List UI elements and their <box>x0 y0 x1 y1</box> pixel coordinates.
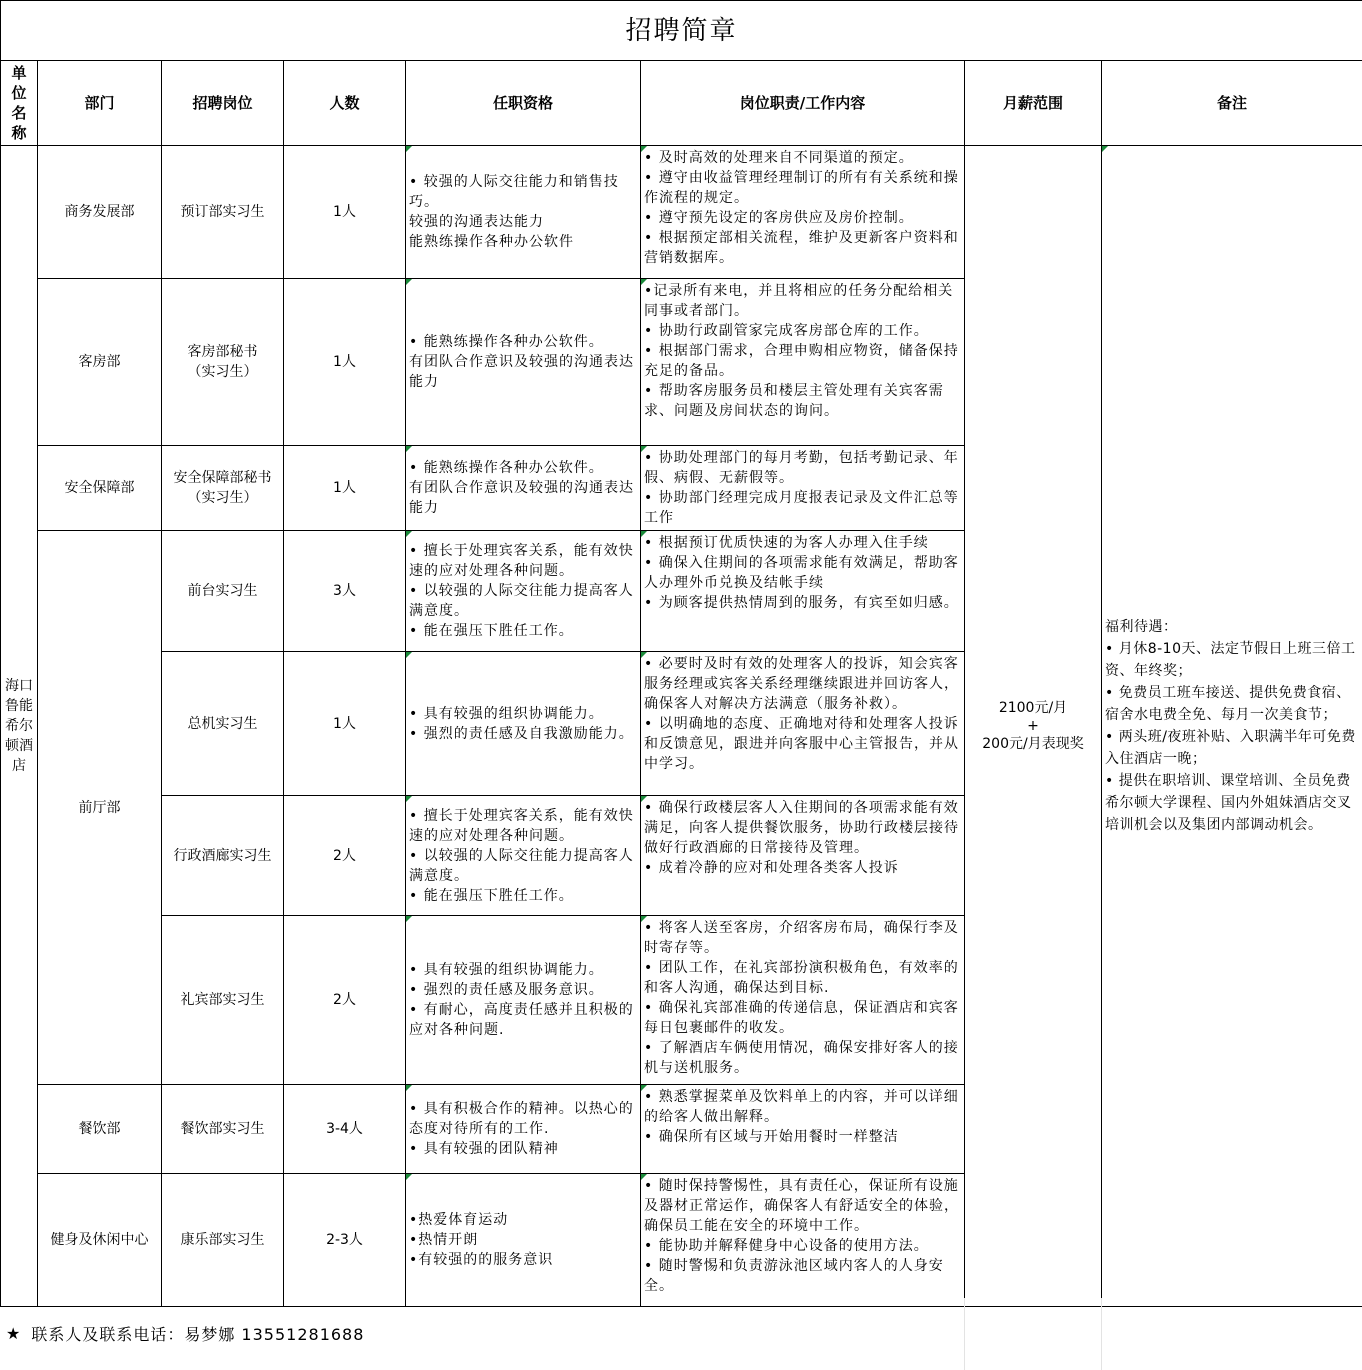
qualification-line: •热情开朗 <box>409 1232 479 1248</box>
position-cell: 康乐部实习生 <box>162 1174 284 1307</box>
remarks-cell <box>1102 146 1362 1307</box>
responsibility-line: • 团队工作，在礼宾部扮演积极角色，有效率的和客人沟通，确保达到目标. <box>644 960 959 996</box>
header-unit-char: 位 <box>11 84 27 102</box>
position-cell: 前台实习生 <box>162 531 284 652</box>
header-unit-char: 单 <box>11 64 27 82</box>
position-line: 客房部秘书 <box>187 344 258 360</box>
department-cell: 前厅部 <box>38 531 162 1085</box>
qualifications-cell <box>406 146 641 279</box>
responsibility-line: • 及时高效的处理来自不同渠道的预定。 <box>644 150 914 166</box>
department-cell: 商务发展部 <box>38 146 162 279</box>
department-cell: 安全保障部 <box>38 446 162 531</box>
remark-line: 福利待遇： <box>1105 619 1178 635</box>
responsibilities-cell <box>641 146 965 279</box>
position-cell: 餐饮部实习生 <box>162 1085 284 1174</box>
salary-bonus: 200元/月表现奖 <box>982 736 1084 752</box>
headcount-cell: 3人 <box>284 531 406 652</box>
remark-line: • 月休8-10天、法定节假日上班三倍工资、年终奖； <box>1105 641 1356 679</box>
qualification-line: 较强的沟通表达能力 <box>409 214 544 230</box>
remark-line: • 两头班/夜班补贴、入职满半年可免费入住酒店一晚； <box>1105 729 1356 767</box>
qualifications-cell <box>406 1085 641 1174</box>
header-position: 招聘岗位 <box>162 61 284 146</box>
responsibility-line: • 以明确地的态度、正确地对待和处理客人投诉和反馈意见，跟进并向客服中心主管报告，并从中学习。 <box>644 716 959 772</box>
header-count: 人数 <box>284 61 406 146</box>
position-cell: 行政酒廊实习生 <box>162 796 284 916</box>
header-department: 部门 <box>38 61 162 146</box>
responsibility-line: • 将客人送至客房，介绍客房布局，确保行李及时寄存等。 <box>644 920 959 956</box>
headcount-cell: 1人 <box>284 146 406 279</box>
header-row <box>1 61 1362 146</box>
qualification-line: 有团队合作意识及较强的沟通表达能力 <box>409 354 634 390</box>
qualification-line: 有团队合作意识及较强的沟通表达能力 <box>409 480 634 516</box>
position-line: 安全保障部秘书 <box>173 470 272 486</box>
unit-name-line: 希尔 <box>5 718 33 734</box>
qualification-line: 能熟练操作各种办公软件 <box>409 234 574 250</box>
unit-name-line: 店 <box>12 758 26 774</box>
qualification-line: • 能熟练操作各种办公软件。 <box>409 460 604 476</box>
contact-line <box>0 1298 964 1369</box>
qualifications-cell <box>406 796 641 916</box>
qualifications-cell <box>406 446 641 531</box>
headcount-cell: 2人 <box>284 916 406 1085</box>
remark-line: • 免费员工班车接送、提供免费食宿、宿舍水电费全免、每月一次美食节； <box>1105 685 1351 723</box>
responsibility-line: • 确保入住期间的各项需求能有效满足，帮助客人办理外币兑换及结帐手续 <box>644 555 959 591</box>
position-cell <box>162 279 284 446</box>
qualification-line: • 强烈的责任感及服务意识。 <box>409 982 604 998</box>
salary-cell <box>965 146 1102 1307</box>
qualification-line: • 能在强压下胜任工作。 <box>409 887 574 904</box>
qualification-line: •热爱体育运动 <box>409 1212 509 1228</box>
department-cell: 客房部 <box>38 279 162 446</box>
qualification-line: • 有耐心，高度责任感并且积极的应对各种问题. <box>409 1002 634 1038</box>
qualifications-cell <box>406 531 641 652</box>
qualifications-cell <box>406 1174 641 1307</box>
responsibility-line: • 必要时及时有效的处理客人的投诉，知会宾客服务经理或宾客关系经理继续跟进并回访客人，确保客人对解决方法满意（服务补救）。 <box>644 656 959 712</box>
qualification-line: • 具有较强的团队精神 <box>409 1141 559 1157</box>
responsibility-line: • 帮助客房服务员和楼层主管处理有关宾客需求、问题及房间状态的询问。 <box>644 383 944 419</box>
star-icon: ★ <box>6 1324 22 1343</box>
headcount-cell: 1人 <box>284 652 406 796</box>
responsibility-line: • 确保所有区域与开始用餐时一样整洁 <box>644 1129 899 1145</box>
qualification-line: • 以较强的人际交往能力提高客人满意度。 <box>409 847 634 884</box>
responsibility-line: • 根据预定部相关流程，维护及更新客户资料和营销数据库。 <box>644 230 959 266</box>
responsibility-line: • 了解酒店车俩使用情况，确保安排好客人的接机与送机服务。 <box>644 1040 959 1076</box>
position-cell <box>162 446 284 531</box>
qualifications-cell <box>406 652 641 796</box>
responsibilities-cell <box>641 531 965 652</box>
responsibilities-cell <box>641 916 965 1085</box>
responsibilities-cell <box>641 1174 965 1307</box>
responsibility-line: • 根据部门需求，合理申购相应物资，储备保持充足的备品。 <box>644 343 959 379</box>
salary-base: 2100元/月 <box>998 700 1068 716</box>
qualification-line: •有较强的的服务意识 <box>409 1252 554 1268</box>
responsibility-line: • 熟悉掌握菜单及饮料单上的内容，并可以详细的给客人做出解释。 <box>644 1089 959 1125</box>
qualification-line: • 具有积极合作的精神。以热心的态度对待所有的工作. <box>409 1101 634 1137</box>
qualification-line: • 具有较强的组织协调能力。 <box>409 962 604 978</box>
gridline <box>1101 1298 1102 1370</box>
position-line: （实习生） <box>187 364 258 380</box>
remark-line: • 提供在职培训、课堂培训、全员免费希尔顿大学课程、国内外姐妹酒店交叉培训机会以及集团内部调动机会。 <box>1105 773 1352 833</box>
unit-name-line: 鲁能 <box>5 698 33 714</box>
headcount-cell: 3-4人 <box>284 1085 406 1174</box>
responsibility-line: • 遵守预先设定的客房供应及房价控制。 <box>644 210 914 226</box>
qualification-line: • 能在强压下胜任工作。 <box>409 623 574 639</box>
qualification-line: • 以较强的人际交往能力提高客人满意度。 <box>409 583 634 619</box>
responsibility-line: • 遵守由收益管理经理制订的所有有关系统和操作流程的规定。 <box>644 170 959 206</box>
responsibilities-cell <box>641 796 965 916</box>
responsibility-line: • 协助部门经理完成月度报表记录及文件汇总等工作 <box>644 490 959 526</box>
position-cell: 总机实习生 <box>162 652 284 796</box>
header-unit <box>1 61 38 146</box>
responsibility-line: • 根据预订优质快速的为客人办理入住手续 <box>644 535 929 551</box>
qualification-line: • 较强的人际交往能力和销售技巧。 <box>409 174 619 210</box>
position-cell: 预订部实习生 <box>162 146 284 279</box>
responsibility-line: •记录所有来电，并且将相应的任务分配给相关同事或者部门。 <box>644 283 954 319</box>
responsibility-line: • 协助行政副管家完成客房部仓库的工作。 <box>644 323 929 339</box>
table-row <box>1 146 1362 279</box>
responsibility-line: • 协助处理部门的每月考勤，包括考勤记录、年假、病假、无薪假等。 <box>644 450 959 486</box>
headcount-cell: 1人 <box>284 446 406 531</box>
headcount-cell: 2人 <box>284 796 406 916</box>
responsibility-line: • 确保行政楼层客人入住期间的各项需求能有效满足，向客人提供餐饮服务，协助行政楼层接待做好行政酒廊的日常接待及管理。 <box>644 800 959 856</box>
responsibility-line: • 能协助并解释健身中心设备的使用方法。 <box>644 1238 929 1254</box>
responsibility-line: • 成着冷静的应对和处理各类客人投诉 <box>644 860 899 876</box>
unit-name-cell <box>1 146 38 1307</box>
unit-name-line: 海口 <box>5 678 33 694</box>
responsibility-line: • 随时警惕和负责游泳池区域内客人的人身安全。 <box>644 1258 944 1294</box>
contact-text: 联系人及联系电话：易梦娜 13551281688 <box>31 1325 365 1344</box>
position-cell: 礼宾部实习生 <box>162 916 284 1085</box>
responsibilities-cell <box>641 652 965 796</box>
department-cell: 餐饮部 <box>38 1085 162 1174</box>
responsibilities-cell <box>641 279 965 446</box>
header-remarks: 备注 <box>1102 61 1362 146</box>
qualification-line: • 强烈的责任感及自我激励能力。 <box>409 725 634 742</box>
qualifications-cell <box>406 916 641 1085</box>
page-title: 招聘简章 <box>1 1 1362 61</box>
header-unit-char: 名 <box>11 104 27 122</box>
qualification-line: • 擅长于处理宾客关系，能有效快速的应对处理各种问题。 <box>409 807 634 844</box>
qualifications-cell <box>406 279 641 446</box>
headcount-cell: 1人 <box>284 279 406 446</box>
responsibility-line: • 确保礼宾部准确的传递信息，保证酒店和宾客每日包裹邮件的收发。 <box>644 1000 959 1036</box>
position-line: （实习生） <box>187 490 258 506</box>
header-unit-char: 称 <box>11 124 27 142</box>
department-cell: 健身及休闲中心 <box>38 1174 162 1307</box>
responsibility-line: • 为顾客提供热情周到的服务，有宾至如归感。 <box>644 595 959 611</box>
responsibility-line: • 随时保持警惕性，具有责任心，保证所有设施及器材正常运作，确保客人有舒适安全的体验，确保员工能在安全的环境中工作。 <box>644 1178 959 1234</box>
salary-plus: + <box>1027 718 1039 734</box>
qualification-line: • 擅长于处理宾客关系，能有效快速的应对处理各种问题。 <box>409 543 634 579</box>
headcount-cell: 2-3人 <box>284 1174 406 1307</box>
qualification-line: • 能熟练操作各种办公软件。 <box>409 334 604 350</box>
responsibilities-cell <box>641 446 965 531</box>
header-qualifications: 任职资格 <box>406 61 641 146</box>
unit-name-line: 顿酒 <box>5 738 33 754</box>
responsibilities-cell <box>641 1085 965 1174</box>
header-responsibilities: 岗位职责/工作内容 <box>641 61 965 146</box>
qualification-line: • 具有较强的组织协调能力。 <box>409 705 604 722</box>
header-salary: 月薪范围 <box>965 61 1102 146</box>
gridline <box>964 1298 965 1370</box>
